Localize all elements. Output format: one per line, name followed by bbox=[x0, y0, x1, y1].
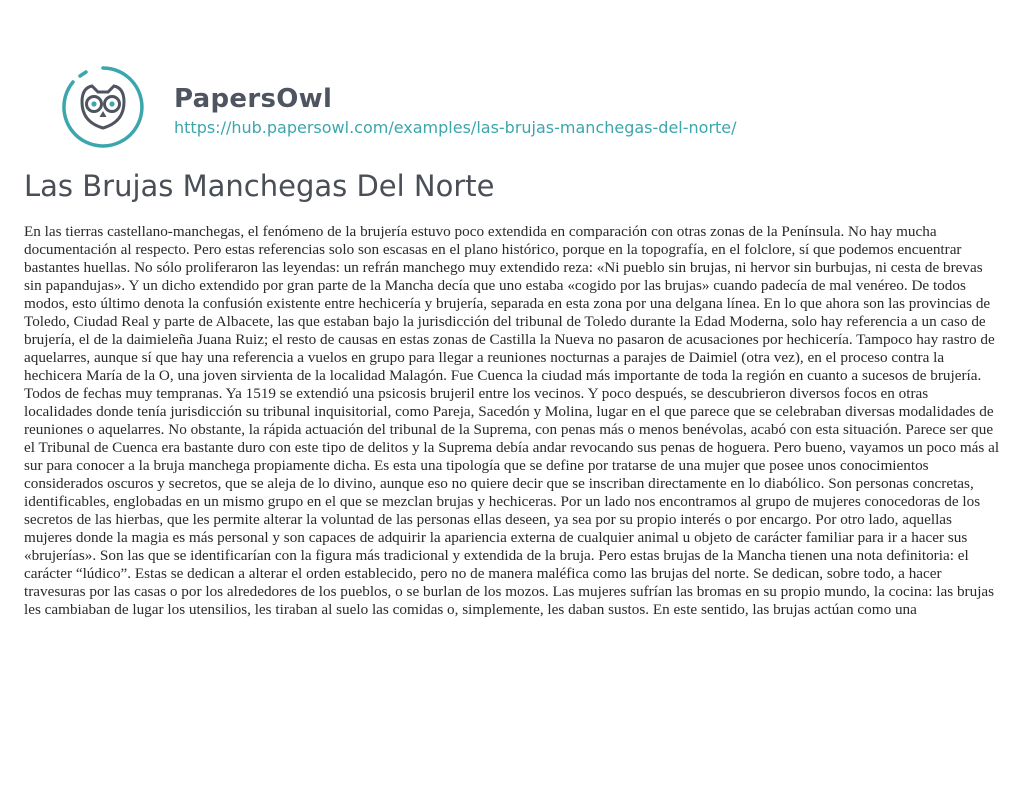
owl-icon bbox=[58, 62, 148, 152]
source-url-link[interactable]: https://hub.papersowl.com/examples/las-brujas-manchegas-del-norte/ bbox=[174, 118, 737, 137]
document-body: En las tierras castellano-manchegas, el fenómeno de la brujería estuvo poco extendida en comparación con otras zonas de la Península. No hay mucha documentación al respecto. Pero estas referencias solo son escasas en el plano histórico, porque en la topografía, en el folclore, sí que podemos encuentrar bastantes huellas. No sólo proliferaron las leyendas: un refrán manchego muy extendido reza: «Ni pueblo sin brujas, ni hervor sin burbujas, ni cesta de brevas sin papandujas». Y un dicho extendido por gran parte de la Mancha decía que uno estaba «cogido por las brujas» cuando padecía de mal venéreo. De todos modos, esto último denota la confusión existente entre hechicería y brujería, separada en esta zona por una delgana línea. En lo que ahora son las provincias de Toledo, Ciudad Real y parte de Albacete, las que estaban bajo la jurisdicción del tribunal de Toledo durante la Edad Moderna, solo hay referencia a un caso de brujería, el de la daimieleña Juana Ruiz; el resto de causas en estas zonas de Castilla la Nueva no pasaron de acusaciones por hechicería. Tampoco hay rastro de aquelarres, aunque sí que hay una referencia a vuelos en grupo para llegar a reuniones nocturnas a parajes de Daimiel (otra vez), en el proceso contra la hechicera María de la O, una joven sirvienta de la localidad Malagón. Fue Cuenca la ciudad más importante de toda la región en cuanto a sucesos de brujería. Todos de fechas muy tempranas. Ya 1519 se extendió una psicosis brujeril entre los vecinos. Y poco después, se descubrieron diversos focos en otras localidades donde tenía jurisdicción su tribunal inquisitorial, como Pareja, Sacedón y Molina, lugar en el que parece que se celebraban diversas modalidades de reuniones o aquelarres. No obstante, la rápida actuación del tribunal de la Suprema, con penas más o menos benévolas, acabó con esta situación. Parece ser que el Tribunal de Cuenca era bastante duro con este tipo de delitos y la Suprema debía andar revocando sus penas de hoguera. Pero bueno, vayamos un poco más al sur para conocer a la bruja manchega propiamente dicha. Es esta una tipología que se define por tratarse de una mujer que posee unos conocimientos considerados oscuros y secretos, que se aleja de lo divino, aunque eso no quiere decir que se inscriban directamente en lo diabólico. Son personas concretas, identificables, englobadas en un mismo grupo en el que se mezclan brujas y hechiceras. Por un lado nos encontramos al grupo de mujeres conocedoras de los secretos de las hierbas, que les permite alterar la voluntad de las personas ellas deseen, ya sea por su propio interés o por encargo. Por otro lado, aquellas mujeres donde la magia es más personal y son capaces de adquirir la apariencia externa de cualquier animal u objeto de carácter familiar para ir a hacer sus «brujerías». Son las que se identificarían con la figura más tradicional y extendida de la bruja. Pero estas brujas de la Mancha tienen una nota definitoria: el carácter “lúdico”. Estas se dedican a alterar el orden establecido, pero no de manera maléfica como las brujas del norte. Se dedican, sobre todo, a hacer travesuras por las casas o por los alrededores de los pueblos, o se burlan de los mozos. Las mujeres sufrían las bromas en su propio mundo, la cocina: las brujas les cambiaban de lugar los utensilios, les tiraban al suelo las comidas o, simplemente, les daban sustos. En este sentido, las brujas actúan como una bbox=[24, 223, 1000, 618]
document-title: Las Brujas Manchegas Del Norte bbox=[24, 169, 495, 203]
site-header bbox=[24, 16, 1000, 146]
brand-name: PapersOwl bbox=[174, 84, 333, 114]
